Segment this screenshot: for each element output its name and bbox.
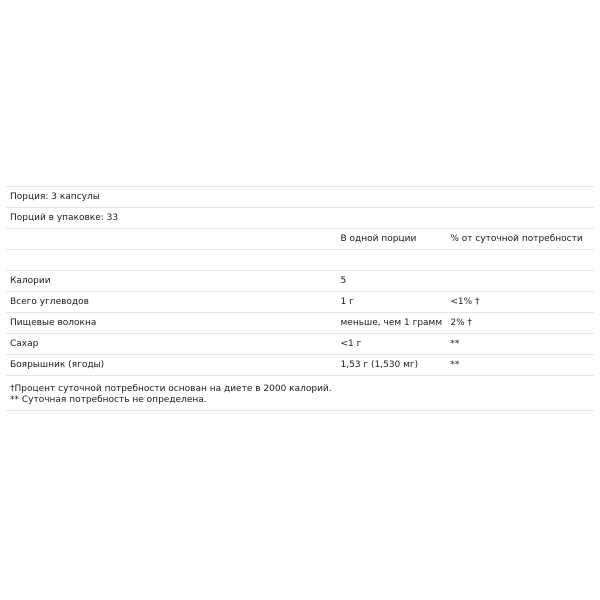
nutrient-name: Всего углеводов	[6, 292, 337, 313]
dv-column-header: % от суточной потребности	[446, 229, 594, 250]
table-row	[6, 271, 594, 292]
serving-size-row	[6, 187, 594, 208]
servings-per-container-row	[6, 208, 594, 229]
nutrient-name: Калории	[6, 271, 337, 292]
table-row	[6, 334, 594, 355]
nutrient-name: Пищевые волокна	[6, 313, 337, 334]
nutrient-amount: 1 г	[337, 292, 447, 313]
nutrient-name: Боярышник (ягоды)	[6, 355, 337, 376]
header-empty-cell	[6, 229, 337, 250]
nutrient-dv: **	[446, 355, 594, 376]
asterisk-footnote: ** Суточная потребность не определена.	[10, 395, 207, 405]
spacer-cell	[6, 250, 594, 271]
servings-per-container: Порций в упаковке: 33	[6, 208, 594, 229]
nutrient-dv: <1% †	[446, 292, 594, 313]
spacer-row	[6, 250, 594, 271]
column-header-row	[6, 229, 594, 250]
serving-size: Порция: 3 капсулы	[6, 187, 594, 208]
nutrient-amount: 5	[337, 271, 447, 292]
nutrient-amount: <1 г	[337, 334, 447, 355]
dagger-footnote: †Процент суточной потребности основан на диете в 2000 калорий.	[10, 384, 332, 394]
table-row	[6, 355, 594, 376]
amount-column-header: В одной порции	[337, 229, 447, 250]
nutrient-dv: **	[446, 334, 594, 355]
nutrient-dv	[446, 271, 594, 292]
nutrient-amount: меньше, чем 1 грамм	[337, 313, 447, 334]
footnotes	[6, 379, 594, 411]
table-row	[6, 292, 594, 313]
supplement-facts-table	[6, 186, 594, 376]
nutrient-dv: 2% †	[446, 313, 594, 334]
nutrient-amount: 1,53 г (1,530 мг)	[337, 355, 447, 376]
nutrient-name: Сахар	[6, 334, 337, 355]
table-row	[6, 313, 594, 334]
